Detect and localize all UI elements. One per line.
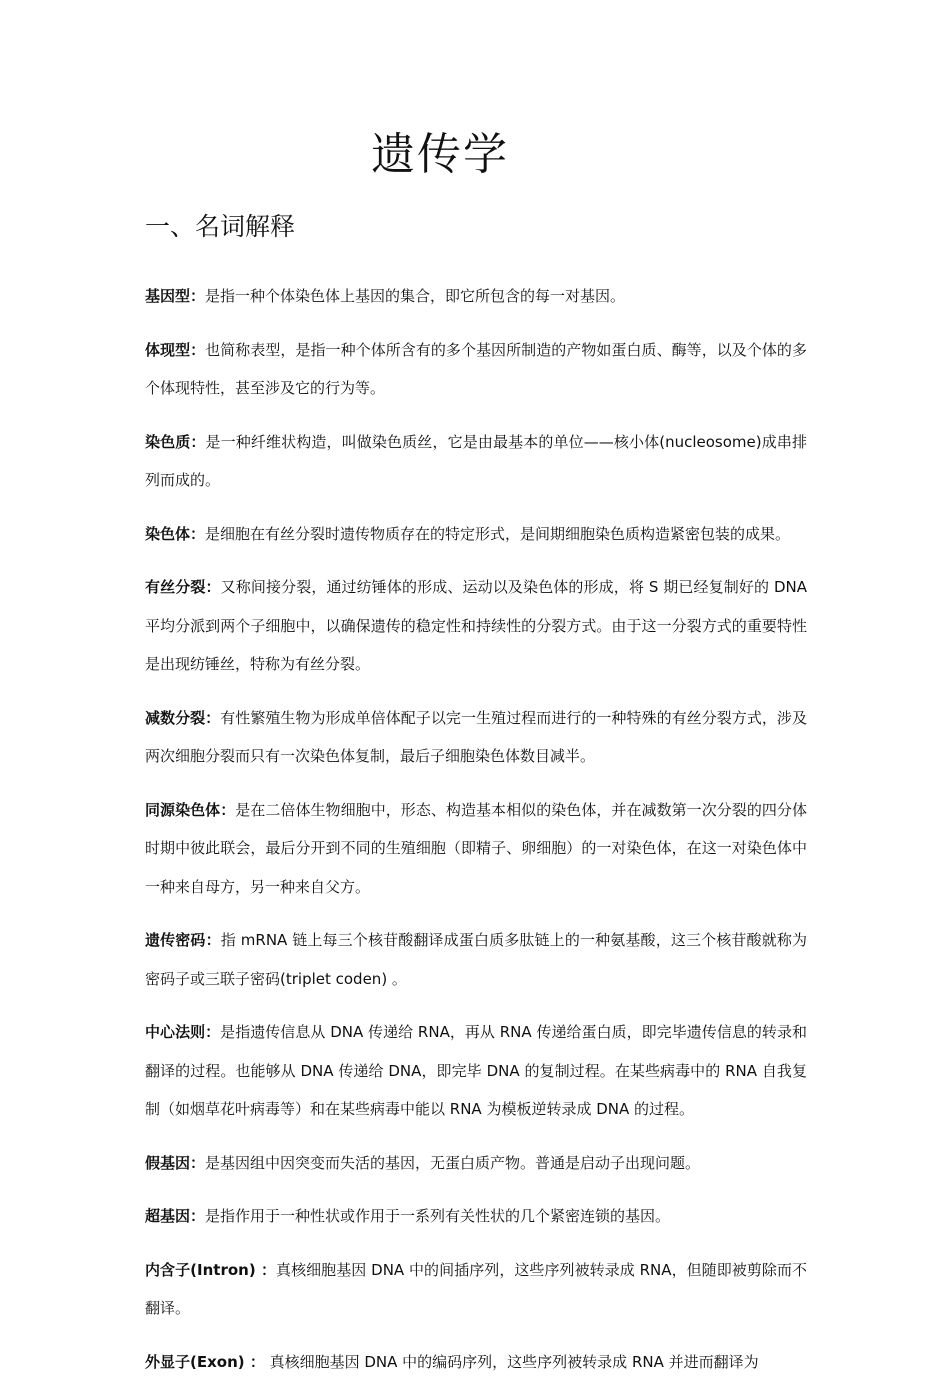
term-definition: 是基因组中因突变而失活的基因，无蛋白质产物。普通是启动子出现问题。 <box>205 1154 700 1172</box>
term-entry <box>145 277 807 316</box>
term-entry <box>145 921 807 998</box>
term-definition: 指 mRNA 链上每三个核苷酸翻译成蛋白质多肽链上的一种氨基酸，这三个核苷酸就称为密码子或三联子密码(triplet coden) 。 <box>145 931 807 988</box>
term-definition: 真核细胞基因 DNA 中的间插序列，这些序列被转录成 RNA，但随即被剪除而不翻译。 <box>145 1261 807 1318</box>
term-entry <box>145 1197 807 1236</box>
term-entry <box>145 568 807 684</box>
term-name: 有丝分裂： <box>145 578 221 596</box>
term-entry <box>145 1251 807 1328</box>
term-name: 遗传密码： <box>145 931 221 949</box>
term-name: 外显子(Exon) ： <box>145 1353 265 1371</box>
document-title: 遗传学 <box>0 118 880 182</box>
term-definition: 是在二倍体生物细胞中，形态、构造基本相似的染色体，并在减数第一次分裂的四分体时期中彼此联会，最后分开到不同的生殖细胞（即精子、卵细胞）的一对染色体，在这一对染色体中一种来自母方，另一种来自父方。 <box>145 801 807 896</box>
term-entry <box>145 791 807 907</box>
term-name: 假基因： <box>145 1154 205 1172</box>
term-name: 同源染色体： <box>145 801 235 819</box>
term-entry <box>145 1343 807 1381</box>
term-entry <box>145 423 807 500</box>
term-definition: 是一种纤维状构造，叫做染色质丝，它是由最基本的单位——核小体(nucleosome)成串排列而成的。 <box>145 433 807 490</box>
section-heading: 一、名词解释 <box>145 207 295 243</box>
term-name: 染色质： <box>145 433 206 451</box>
term-name: 中心法则： <box>145 1023 220 1041</box>
term-entry <box>145 1144 807 1183</box>
term-definition: 是指作用于一种性状或作用于一系列有关性状的几个紧密连锁的基因。 <box>205 1207 670 1225</box>
term-definition: 又称间接分裂，通过纺锤体的形成、运动以及染色体的形成，将 S 期已经复制好的 DNA 平均分派到两个子细胞中，以确保遗传的稳定性和持续性的分裂方式。由于这一分裂方式的重要特性是出现纺锤丝，特称为有丝分裂。 <box>145 578 807 673</box>
term-entry <box>145 515 807 554</box>
term-entry <box>145 331 807 408</box>
term-entry <box>145 699 807 776</box>
term-name: 减数分裂： <box>145 709 220 727</box>
term-definition: 是指遗传信息从 DNA 传递给 RNA，再从 RNA 传递给蛋白质，即完毕遗传信息的转录和翻译的过程。也能够从 DNA 传递给 DNA，即完毕 DNA 的复制过程。在某些病毒中的 RNA 自我复制（如烟草花叶病毒等）和在某些病毒中能以 RNA 为模板逆转录成 DNA 的过程。 <box>145 1023 807 1118</box>
term-definition: 是细胞在有丝分裂时遗传物质存在的特定形式，是间期细胞染色质构造紧密包装的成果。 <box>205 525 790 543</box>
term-list <box>145 262 807 1381</box>
term-name: 体现型： <box>145 341 205 359</box>
term-name: 超基因： <box>145 1207 205 1225</box>
term-definition: 真核细胞基因 DNA 中的编码序列，这些序列被转录成 RNA 并进而翻译为 <box>265 1353 759 1371</box>
term-definition: 是指一种个体染色体上基因的集合，即它所包含的每一对基因。 <box>205 287 625 305</box>
term-entry <box>145 1013 807 1129</box>
term-name: 内含子(Intron) ： <box>145 1261 276 1279</box>
term-definition: 有性繁殖生物为形成单倍体配子以完一生殖过程而进行的一种特殊的有丝分裂方式，涉及两次细胞分裂而只有一次染色体复制，最后子细胞染色体数目减半。 <box>145 709 807 766</box>
term-name: 染色体： <box>145 525 205 543</box>
term-definition: 也简称表型，是指一种个体所含有的多个基因所制造的产物如蛋白质、酶等，以及个体的多个体现特性，甚至涉及它的行为等。 <box>145 341 807 398</box>
term-name: 基因型： <box>145 287 205 305</box>
